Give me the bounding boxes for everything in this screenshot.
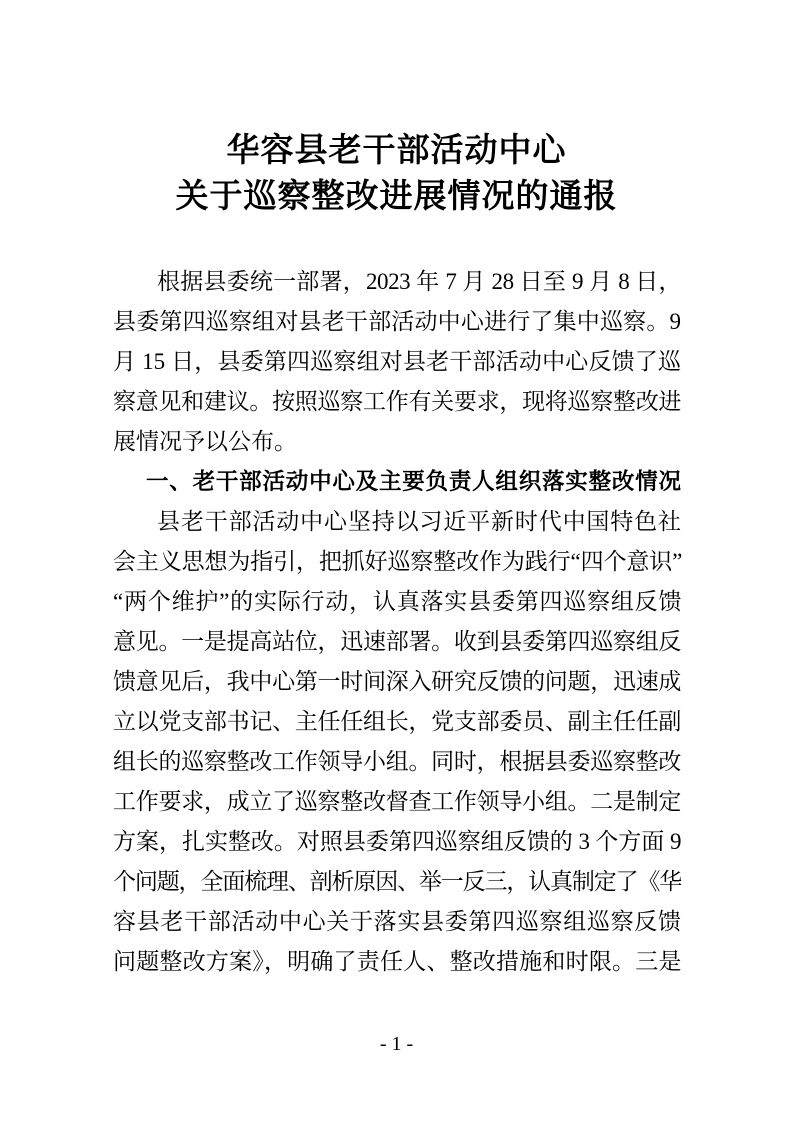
page-number: - 1 -: [379, 1033, 414, 1055]
body-line: 察意见和建议。按照巡察工作有关要求，现将巡察整改进: [113, 389, 681, 414]
title-line-2: 关于巡察整改进展情况的通报: [175, 179, 618, 215]
document-title: [0, 0, 793, 220]
body-line: 意见。一是提高站位，迅速部署。收到县委第四巡察组反: [113, 629, 681, 654]
body-line: 方案，扎实整改。对照县委第四巡察组反馈的 3 个方面 9: [113, 829, 681, 854]
body-line: 立以党支部书记、主任任组长，党支部委员、副主任任副: [113, 709, 681, 734]
body-line: 根据县委统一部署，2023 年 7 月 28 日至 9 月 8 日，: [157, 269, 681, 294]
body-line: 县老干部活动中心坚持以习近平新时代中国特色社: [157, 509, 681, 534]
body-line: 馈意见后，我中心第一时间深入研究反馈的问题，迅速成: [113, 669, 681, 694]
body-line: 容县老干部活动中心关于落实县委第四巡察组巡察反馈: [113, 909, 681, 934]
body-line: 月 15 日，县委第四巡察组对县老干部活动中心反馈了巡: [113, 349, 681, 374]
body-line: 个问题，全面梳理、剖析原因、举一反三，认真制定了《华: [113, 869, 681, 894]
body-line: 县委第四巡察组对县老干部活动中心进行了集中巡察。9: [113, 309, 681, 334]
body-line: 问题整改方案》，明确了责任人、整改措施和时限。三是: [113, 949, 681, 974]
title-line-1: 华容县老干部活动中心: [226, 133, 567, 169]
section-heading: 一、老干部活动中心及主要负责人组织落实整改情况: [146, 469, 681, 494]
body-line: 会主义思想为指引，把抓好巡察整改作为践行“四个意识”: [113, 549, 681, 574]
body-line: 展情况予以公布。: [113, 429, 297, 454]
document-body: [113, 262, 681, 982]
body-line: 组长的巡察整改工作领导小组。同时，根据县委巡察整改: [113, 749, 681, 774]
page-footer: [0, 1030, 793, 1058]
body-line: 工作要求，成立了巡察整改督查工作领导小组。二是制定: [113, 789, 681, 814]
body-line: “两个维护”的实际行动，认真落实县委第四巡察组反馈: [113, 589, 681, 614]
